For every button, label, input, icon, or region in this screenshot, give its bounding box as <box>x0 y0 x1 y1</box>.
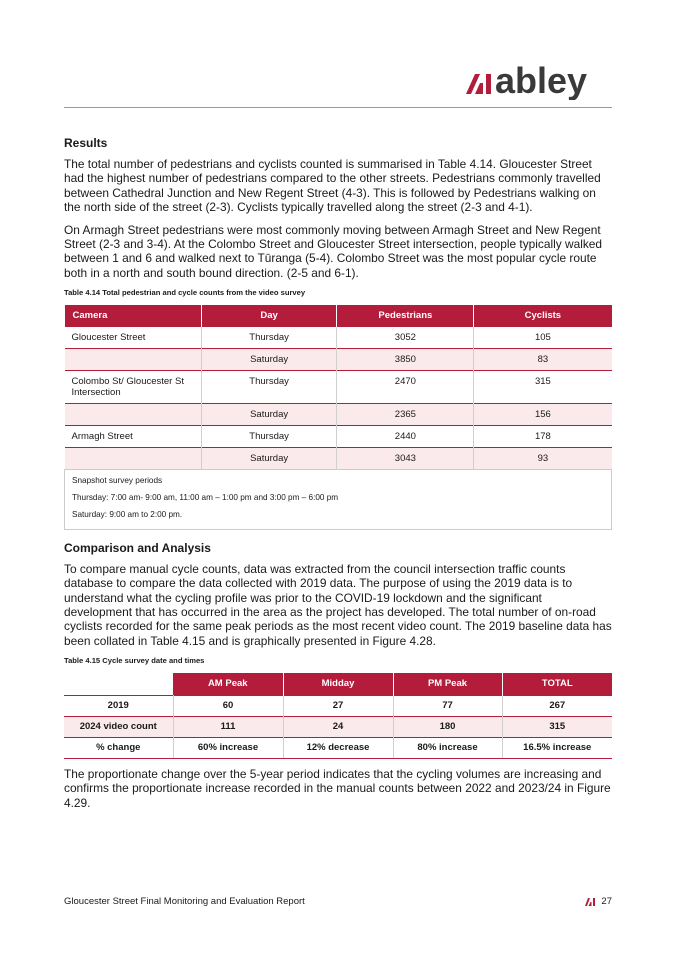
results-paragraph-2: On Armagh Street pedestrians were most commonly moving between Armagh Street and New Regent Street (2-3 and 3-4). At the Colombo Street and Gloucester Street intersection, people typically walked between 1 and 6 and walked next to Tūranga (5-4). Colombo Street was the most popular cycle route both in a north and south bound direction. (2-5 and 6-1). <box>64 222 603 280</box>
col-header-cyclists: Cyclists <box>474 305 612 326</box>
cell-total: 267 <box>502 695 612 716</box>
pedestrian-cycle-counts-table <box>64 305 612 530</box>
page-content <box>64 136 612 818</box>
cell-day: Saturday <box>201 403 337 425</box>
cell-pm-peak: 77 <box>393 695 502 716</box>
table-row <box>65 447 612 469</box>
cell-camera <box>65 348 202 370</box>
cell-total: 315 <box>502 716 612 737</box>
note-line: Snapshot survey periods <box>72 475 163 485</box>
cell-midday: 12% decrease <box>283 737 393 758</box>
closing-paragraph: The proportionate change over the 5-year period indicates that the cycling volumes are increasing and confirms the proportionate increase recorded in the manual counts between 2022 and 2023/24 in Figure 4.29. <box>64 766 611 810</box>
footer-page-block <box>585 896 612 907</box>
table-4-14-caption: Table 4.14 Total pedestrian and cycle counts from the video survey <box>64 288 306 298</box>
brand-wordmark: abley <box>495 60 588 100</box>
col-header-blank <box>64 673 173 695</box>
cell-day: Saturday <box>201 348 337 370</box>
cell-pedestrians: 2440 <box>337 425 474 447</box>
table-row <box>64 695 612 716</box>
cell-am-peak: 60% increase <box>173 737 283 758</box>
cell-midday: 24 <box>283 716 393 737</box>
cell-day: Thursday <box>201 425 337 447</box>
cell-total: 16.5% increase <box>502 737 612 758</box>
table-row <box>64 737 612 758</box>
cell-label: 2024 video count <box>64 716 173 737</box>
cell-camera <box>65 403 202 425</box>
cell-pedestrians: 2470 <box>337 370 474 403</box>
cell-camera: Colombo St/ Gloucester St Intersection <box>65 370 202 403</box>
abley-mark-icon <box>466 74 491 94</box>
abley-logo <box>462 60 608 100</box>
col-header-am-peak: AM Peak <box>173 673 283 695</box>
footer-report-title: Gloucester Street Final Monitoring and Evaluation Report <box>64 896 305 907</box>
col-header-total: TOTAL <box>502 673 612 695</box>
note-line: Thursday: 7:00 am- 9:00 am, 11:00 am – 1:00 pm and 3:00 pm – 6:00 pm <box>72 492 339 502</box>
col-header-pm-peak: PM Peak <box>393 673 502 695</box>
cell-cyclists: 315 <box>474 370 612 403</box>
cell-camera: Armagh Street <box>65 425 202 447</box>
header-rule <box>64 107 612 108</box>
table-row <box>65 370 612 403</box>
col-header-day: Day <box>201 305 337 326</box>
results-heading: Results <box>64 136 108 150</box>
comparison-paragraph: To compare manual cycle counts, data was extracted from the council intersection traffic counts database to compare the data collected with 2019 data. The purpose of using the 2019 data is to understand what the cycling profile was prior to the COVID-19 lockdown and the significant development that has occurred in the area as the project has developed. The total number of on-road cyclists recorded for the same peak periods as the most recent video count. The 2019 baseline data has been collated in Table 4.15 and is graphically presented in Figure 4.28. <box>64 561 612 648</box>
cell-pedestrians: 3850 <box>337 348 474 370</box>
cell-camera <box>65 447 202 469</box>
cell-day: Thursday <box>201 370 337 403</box>
comparison-heading: Comparison and Analysis <box>64 540 211 555</box>
cell-am-peak: 111 <box>173 716 283 737</box>
table-row <box>65 425 612 447</box>
cell-cyclists: 178 <box>474 425 612 447</box>
cell-cyclists: 105 <box>474 326 612 348</box>
cell-pm-peak: 80% increase <box>393 737 502 758</box>
table-4-15-caption: Table 4.15 Cycle survey date and times <box>64 656 205 666</box>
abley-mark-icon <box>585 897 597 906</box>
col-header-pedestrians: Pedestrians <box>337 305 474 326</box>
table-notes <box>65 469 612 529</box>
table-row <box>64 716 612 737</box>
cell-camera: Gloucester Street <box>65 326 202 348</box>
table-notes-row <box>65 469 612 529</box>
cell-label: % change <box>64 737 173 758</box>
cell-day: Saturday <box>201 447 337 469</box>
table-row <box>65 348 612 370</box>
col-header-midday: Midday <box>283 673 393 695</box>
cell-label: 2019 <box>64 695 173 716</box>
results-paragraph-1: The total number of pedestrians and cyclists counted is summarised in Table 4.14. Gloucester Street had the highest number of pedestrians compared to the other streets. Pedestrians commonly travelled between Cathedral Junction and New Regent Street (4-3). This is followed by Pedestrians walking on the north side of the street (2-3). Cyclists typically travelled along the street (2-3 and 4-1). <box>64 157 601 215</box>
cell-pedestrians: 2365 <box>337 403 474 425</box>
note-line: Saturday: 9:00 am to 2:00 pm. <box>72 509 183 519</box>
cell-day: Thursday <box>201 326 337 348</box>
cell-pm-peak: 180 <box>393 716 502 737</box>
cell-cyclists: 83 <box>474 348 612 370</box>
cell-midday: 27 <box>283 695 393 716</box>
cell-pedestrians: 3043 <box>337 447 474 469</box>
cell-cyclists: 156 <box>474 403 612 425</box>
table-row <box>65 403 612 425</box>
cell-pedestrians: 3052 <box>337 326 474 348</box>
col-header-camera: Camera <box>65 305 202 326</box>
table-row <box>65 326 612 348</box>
cell-cyclists: 93 <box>474 447 612 469</box>
cycle-survey-table <box>64 673 612 759</box>
cell-am-peak: 60 <box>173 695 283 716</box>
page-number: 27 <box>601 896 612 907</box>
